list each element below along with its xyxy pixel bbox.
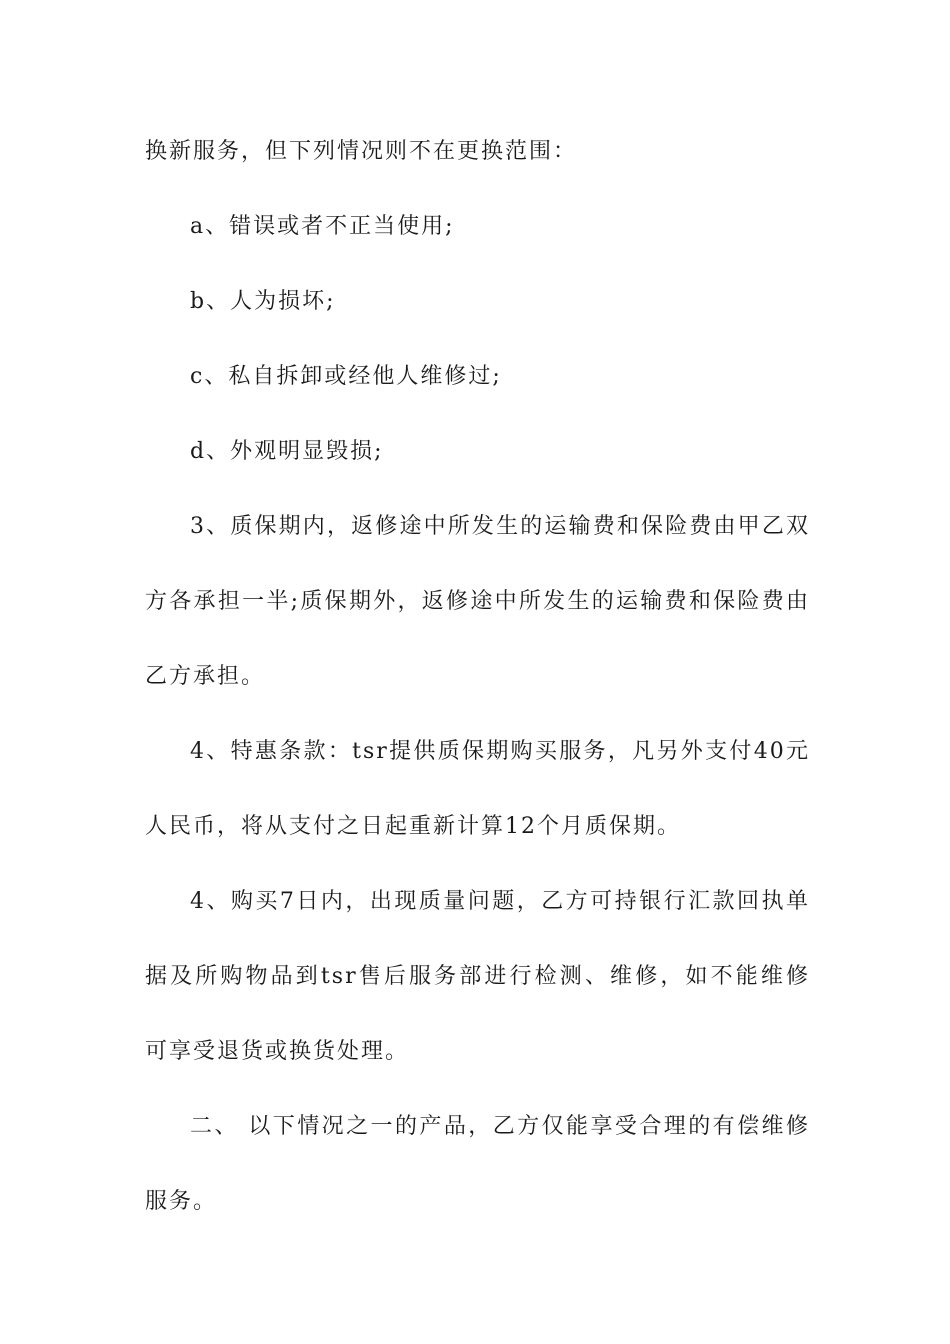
clause-4-purchase-line-2: 据及所购物品到tsr售后服务部进行检测、维修，如不能维修	[145, 964, 810, 989]
list-item-a: a、错误或者不正当使用;	[190, 214, 455, 239]
clause-3-line-1: 3、质保期内，返修途中所发生的运输费和保险费由甲乙双	[190, 514, 810, 539]
section-2-line-2: 服务。	[145, 1189, 218, 1214]
paragraph-line: 换新服务，但下列情况则不在更换范围：	[145, 139, 578, 164]
section-2-line-1: 二、 以下情况之一的产品，乙方仅能享受合理的有偿维修	[190, 1114, 810, 1139]
clause-3-line-3: 乙方承担。	[145, 664, 266, 689]
clause-3-line-2: 方各承担一半;质保期外，返修途中所发生的运输费和保险费由	[145, 589, 810, 614]
clause-4-special-line-2: 人民币，将从支付之日起重新计算12个月质保期。	[145, 814, 681, 839]
clause-4-special-line-1: 4、特惠条款：tsr提供质保期购买服务，凡另外支付40元	[190, 739, 810, 764]
list-item-b: b、人为损坏;	[190, 289, 336, 314]
list-item-c: c、私自拆卸或经他人维修过;	[190, 364, 502, 389]
list-item-d: d、外观明显毁损;	[190, 439, 384, 464]
clause-4-purchase-line-3: 可享受退货或换货处理。	[145, 1039, 410, 1064]
clause-4-purchase-line-1: 4、购买7日内，出现质量问题，乙方可持银行汇款回执单	[190, 889, 810, 914]
